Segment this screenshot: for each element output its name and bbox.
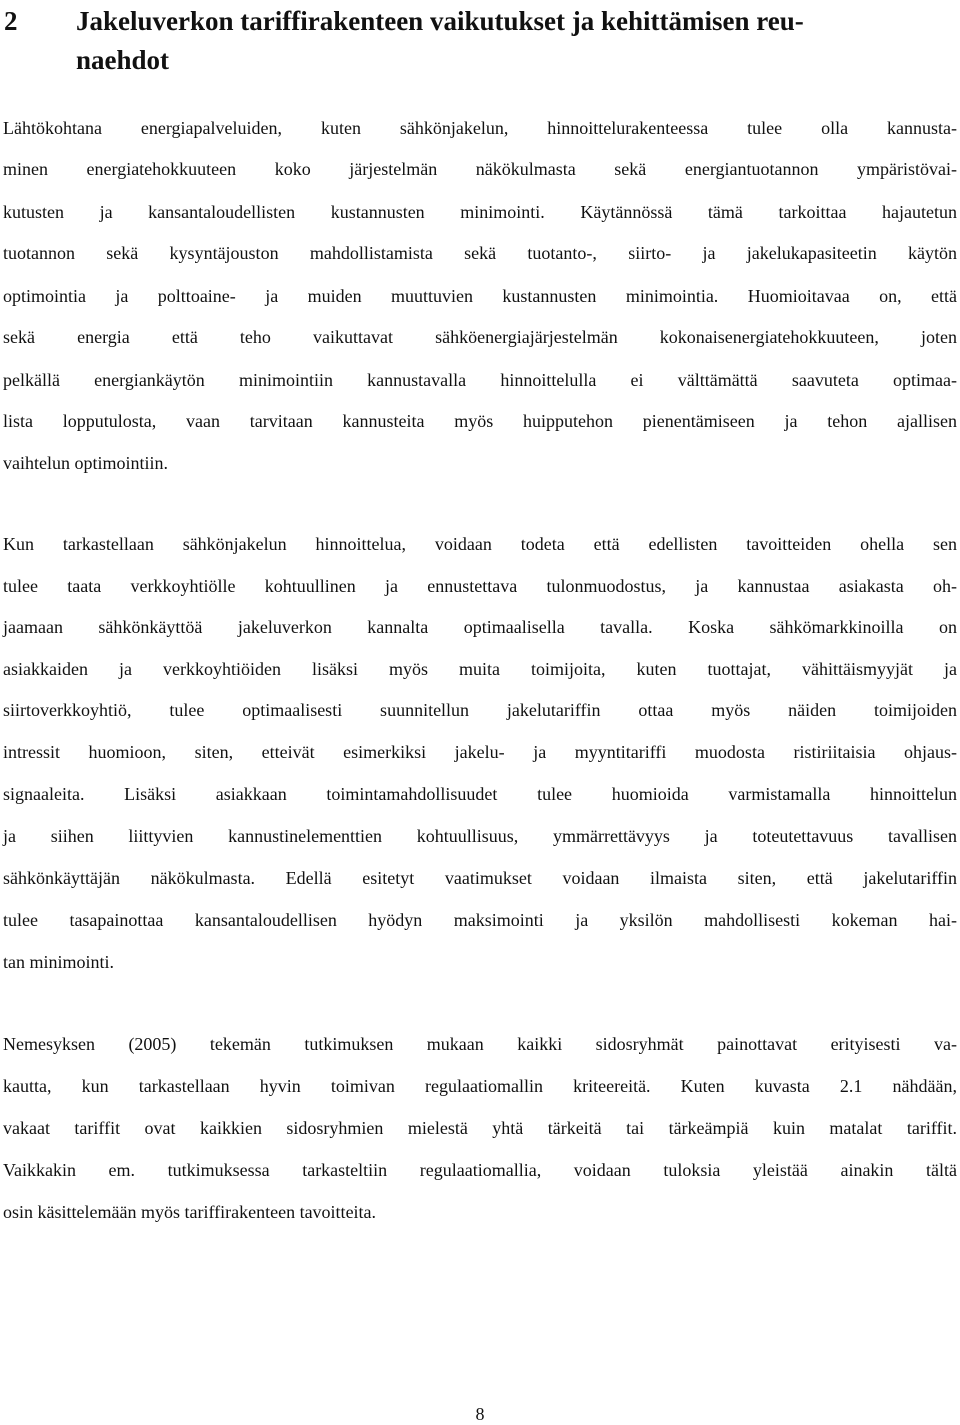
section-number: 2	[4, 6, 18, 36]
paragraph-line: lista lopputulosta, vaan tarvitaan kannusteita myös huipputehon pienentämiseen ja tehon ajallisen	[3, 411, 957, 431]
paragraph-line: signaaleita. Lisäksi asiakkaan toimintamahdollisuudet tulee huomioida varmistamalla hinnoittelun	[3, 784, 957, 804]
paragraph-line: Lähtökohtana energiapalveluiden, kuten sähkönjakelun, hinnoittelurakenteessa tulee olla kannusta-	[3, 118, 957, 138]
paragraph-line: tuotannon sekä kysyntäjouston mahdollistamista sekä tuotanto-, siirto- ja jakelukapasiteetin käytön	[3, 243, 957, 263]
paragraph-line: pelkällä energiankäytön minimointiin kannustavalla hinnoittelulla ei välttämättä saavuteta optimaa-	[3, 370, 957, 390]
paragraph-line: osin käsittelemään myös tariffirakenteen tavoitteita.	[3, 1202, 377, 1222]
section-title-line: naehdot	[76, 45, 170, 75]
paragraph-line: jaamaan sähkönkäyttöä jakeluverkon kannalta optimaalisella tavalla. Koska sähkömarkkinoilla on	[3, 617, 957, 637]
paragraph-line: asiakkaiden ja verkkoyhtiöiden lisäksi myös muita toimijoita, kuten tuottajat, vähittäismyyjät ja	[3, 659, 957, 679]
page-number: 8	[475, 1404, 485, 1424]
paragraph-line: sekä energia että teho vaikuttavat sähköenergiajärjestelmän kokonaisenergiatehokkuuteen, joten	[3, 327, 957, 347]
paragraph-line: Vaikkakin em. tutkimuksessa tarkasteltiin regulaatiomallia, voidaan tuloksia yleistää ainakin tältä	[3, 1160, 957, 1180]
paragraph-line: kautta, kun tarkastellaan hyvin toimivan regulaatiomallin kriteereitä. Kuten kuvasta 2.1 nähdään,	[3, 1076, 957, 1096]
paragraph-line: vakaat tariffit ovat kaikkien sidosryhmien mielestä yhtä tärkeitä tai tärkeämpiä kuin matalat tariffit.	[3, 1118, 957, 1138]
paragraph-line: sähkönkäyttäjän näkökulmasta. Edellä esitetyt vaatimukset voidaan ilmaista siten, että jakelutariffin	[3, 868, 957, 888]
paragraph-line: intressit huomioon, siten, etteivät esimerkiksi jakelu- ja myyntitariffi muodosta ristiriitaisia ohjaus-	[3, 742, 957, 762]
paragraph-line: optimointia ja polttoaine- ja muiden muuttuvien kustannusten minimointia. Huomioitavaa on, että	[3, 286, 957, 306]
paragraph-line: Nemesyksen (2005) tekemän tutkimuksen mukaan kaikki sidosryhmät painottavat erityisesti va-	[3, 1034, 957, 1054]
section-title-line: Jakeluverkon tariffirakenteen vaikutukset ja kehittämisen reu-	[76, 6, 804, 36]
paragraph-line: ja siihen liittyvien kannustinelementtien kohtuullisuus, ymmärrettävyys ja toteutettavuus tavallisen	[3, 826, 957, 846]
paragraph-line: siirtoverkkoyhtiö, tulee optimaalisesti suunnitellun jakelutariffin ottaa myös näiden toimijoiden	[3, 700, 957, 720]
paragraph-line: tulee taata verkkoyhtiölle kohtuullinen ja ennustettava tulonmuodostus, ja kannustaa asiakasta oh-	[3, 576, 957, 596]
paragraph-line: tulee tasapainottaa kansantaloudellisen hyödyn maksimointi ja yksilön mahdollisesti kokeman hai-	[3, 910, 957, 930]
paragraph-line: vaihtelun optimointiin.	[3, 453, 168, 473]
paragraph-line: minen energiatehokkuuteen koko järjestelmän näkökulmasta sekä energiantuotannon ympäristövai-	[3, 159, 957, 179]
paragraph-line: tan minimointi.	[3, 952, 114, 972]
paragraph-line: Kun tarkastellaan sähkönjakelun hinnoittelua, voidaan todeta että edellisten tavoitteiden ohella sen	[3, 534, 957, 554]
paragraph-line: kutusten ja kansantaloudellisten kustannusten minimointi. Käytännössä tämä tarkoittaa hajautetun	[3, 202, 957, 222]
